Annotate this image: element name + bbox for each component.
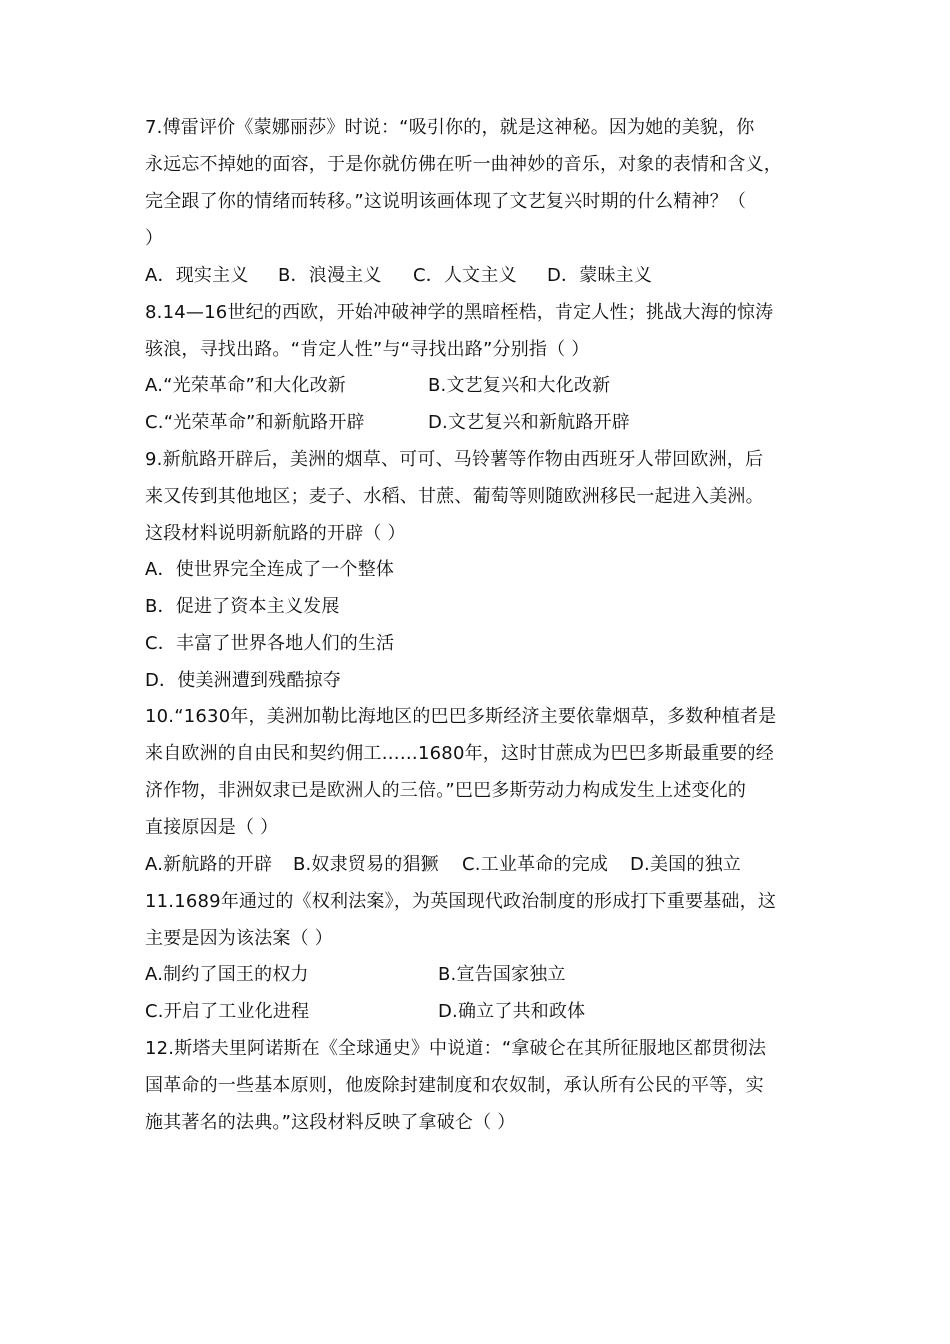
question-8-line-1: 8.14—16世纪的西欧，开始冲破神学的黑暗桎梏，肯定人性；挑战大海的惊涛 — [145, 302, 774, 323]
question-11-line-2: 主要是因为该法案（ ） — [145, 928, 333, 949]
question-10-option-b: B.奴隶贸易的猖獗 — [293, 854, 439, 875]
question-11-option-a: A.制约了国王的权力 — [145, 964, 309, 985]
question-12-line-3: 施其著名的法典。”这段材料反映了拿破仑（ ） — [145, 1112, 516, 1133]
question-7-line-2: 永远忘不掉她的面容，于是你就仿佛在听一曲神妙的音乐，对象的表情和含义， — [145, 154, 782, 175]
question-7-line-1: 7.傅雷评价《蒙娜丽莎》时说：“吸引你的，就是这神秘。因为她的美貌，你 — [145, 117, 755, 138]
question-9-option-d: D．使美洲遭到残酷掠夺 — [145, 670, 342, 691]
question-9-option-a: A．使世界完全连成了一个整体 — [145, 559, 395, 580]
question-8-option-d: D.文艺复兴和新航路开辟 — [428, 412, 630, 433]
question-11-line-1: 11.1689年通过的《权利法案》，为英国现代政治制度的形成打下重要基础，这 — [145, 891, 777, 912]
question-9-line-3: 这段材料说明新航路的开辟（ ） — [145, 523, 406, 544]
question-10-option-c: C.工业革命的完成 — [462, 854, 609, 875]
question-8-option-b: B.文艺复兴和大化改新 — [428, 375, 611, 396]
question-9-line-2: 来又传到其他地区；麦子、水稻、甘蔗、葡萄等则随欧洲移民一起进入美洲。 — [145, 486, 764, 507]
question-10-line-1: 10.“1630年，美洲加勒比海地区的巴巴多斯经济主要依靠烟草，多数种植者是 — [145, 706, 777, 727]
question-8-line-2: 骇浪，寻找出路。“肯定人性”与“寻找出路”分别指（ ） — [145, 339, 590, 360]
question-7-line-4: ） — [145, 228, 164, 249]
question-12-line-1: 12.斯塔夫里阿诺斯在《全球通史》中说道：“拿破仑在其所征服地区都贯彻法 — [145, 1038, 767, 1059]
question-10-option-d: D.美国的独立 — [630, 854, 741, 875]
question-10-line-3: 济作物，非洲奴隶已是欧洲人的三倍。”巴巴多斯劳动力构成发生上述变化的 — [145, 780, 747, 801]
question-9-option-c: C．丰富了世界各地人们的生活 — [145, 633, 395, 654]
question-9-line-1: 9.新航路开辟后，美洲的烟草、可可、马铃薯等作物由西班牙人带回欧洲，后 — [145, 449, 764, 470]
question-7-option-d: D．蒙昧主义 — [547, 265, 653, 286]
question-8-option-a: A.“光荣革命”和大化改新 — [145, 375, 346, 396]
question-9-option-b: B．促进了资本主义发展 — [145, 596, 340, 617]
question-8-option-c: C.“光荣革命”和新航路开辟 — [145, 412, 365, 433]
question-10-option-a: A.新航路的开辟 — [145, 854, 273, 875]
question-12-line-2: 国革命的一些基本原则，他废除封建制度和农奴制，承认所有公民的平等，实 — [145, 1075, 764, 1096]
question-7-line-3: 完全跟了你的情绪而转移。”这说明该画体现了文艺复兴时期的什么精神？（ — [145, 191, 747, 212]
question-11-option-c: C.开启了工业化进程 — [145, 1001, 310, 1022]
question-7-option-b: B．浪漫主义 — [278, 265, 382, 286]
question-7-option-a: A．现实主义 — [145, 265, 249, 286]
question-7-option-c: C．人文主义 — [413, 265, 517, 286]
question-11-option-b: B.宣告国家独立 — [438, 964, 566, 985]
question-10-line-4: 直接原因是（ ） — [145, 817, 279, 838]
question-10-line-2: 来自欧洲的自由民和契约佣工……1680年，这时甘蔗成为巴巴多斯最重要的经 — [145, 743, 775, 764]
question-11-option-d: D.确立了共和政体 — [438, 1001, 586, 1022]
